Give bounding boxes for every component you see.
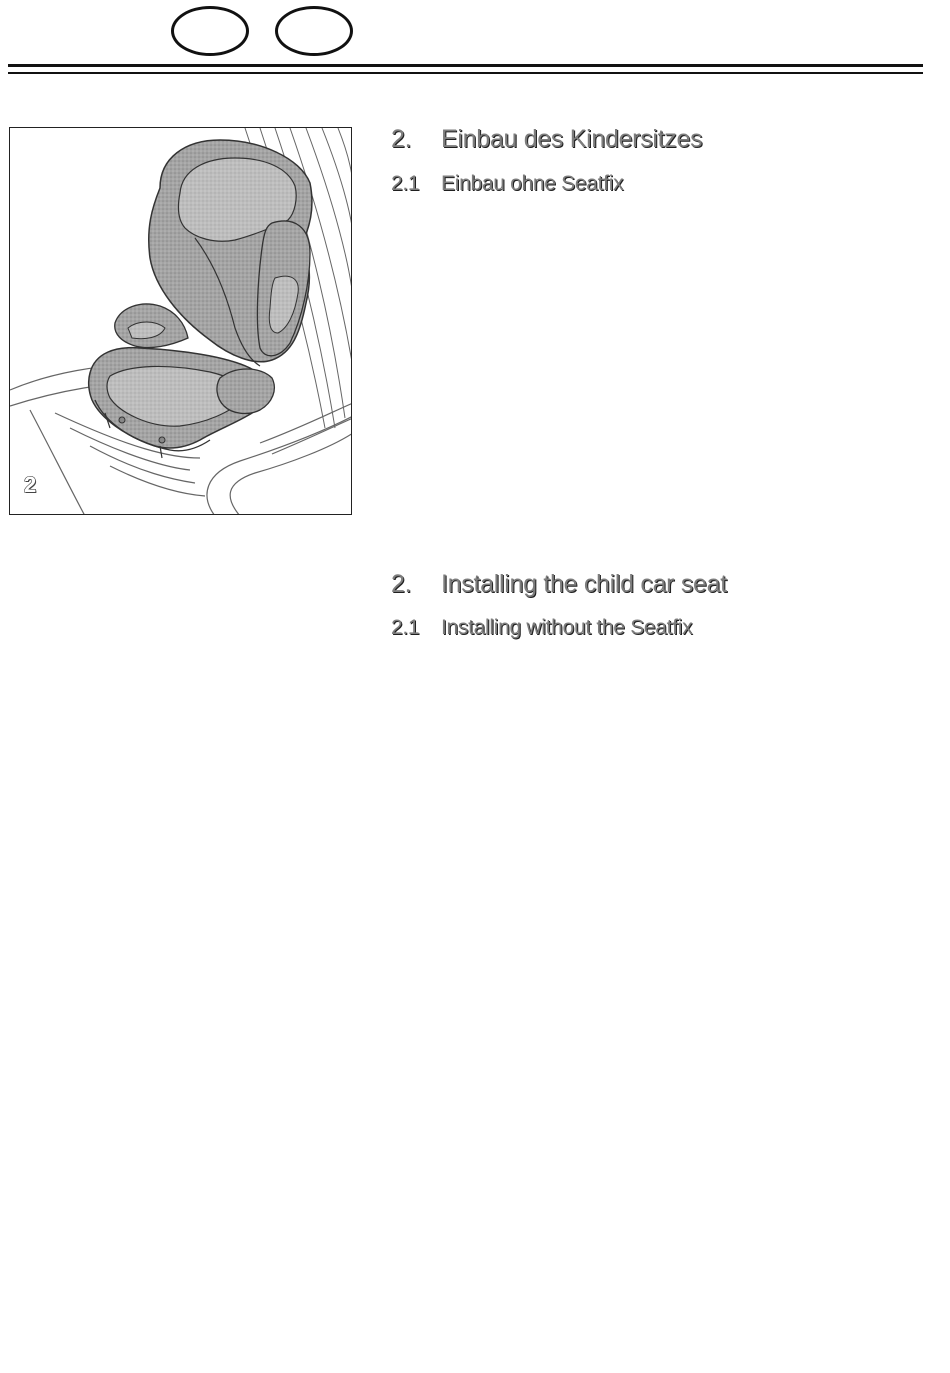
header-rule-thick	[8, 64, 923, 67]
car-seat-illustration	[9, 127, 352, 515]
subsection-number: 2.1	[391, 172, 420, 195]
car-seat-drawing	[10, 128, 352, 515]
language-badge-oval	[171, 6, 249, 56]
subsection-heading-en	[391, 616, 692, 640]
header-rule-thin	[8, 72, 923, 74]
language-badge-oval	[275, 6, 353, 56]
subsection-title: Einbau ohne Seatfix	[441, 172, 624, 195]
subsection-number: 2.1	[391, 616, 420, 639]
section-title: Installing the child car seat	[441, 570, 727, 598]
section-number: 2.	[391, 125, 412, 153]
section-heading-de	[391, 125, 702, 154]
figure-number: 2	[24, 472, 37, 497]
section-title: Einbau des Kindersitzes	[441, 125, 703, 153]
subsection-title: Installing without the Seatfix	[441, 616, 693, 639]
section-heading-en	[391, 570, 727, 599]
section-number: 2.	[391, 570, 412, 598]
subsection-heading-de	[391, 172, 623, 196]
